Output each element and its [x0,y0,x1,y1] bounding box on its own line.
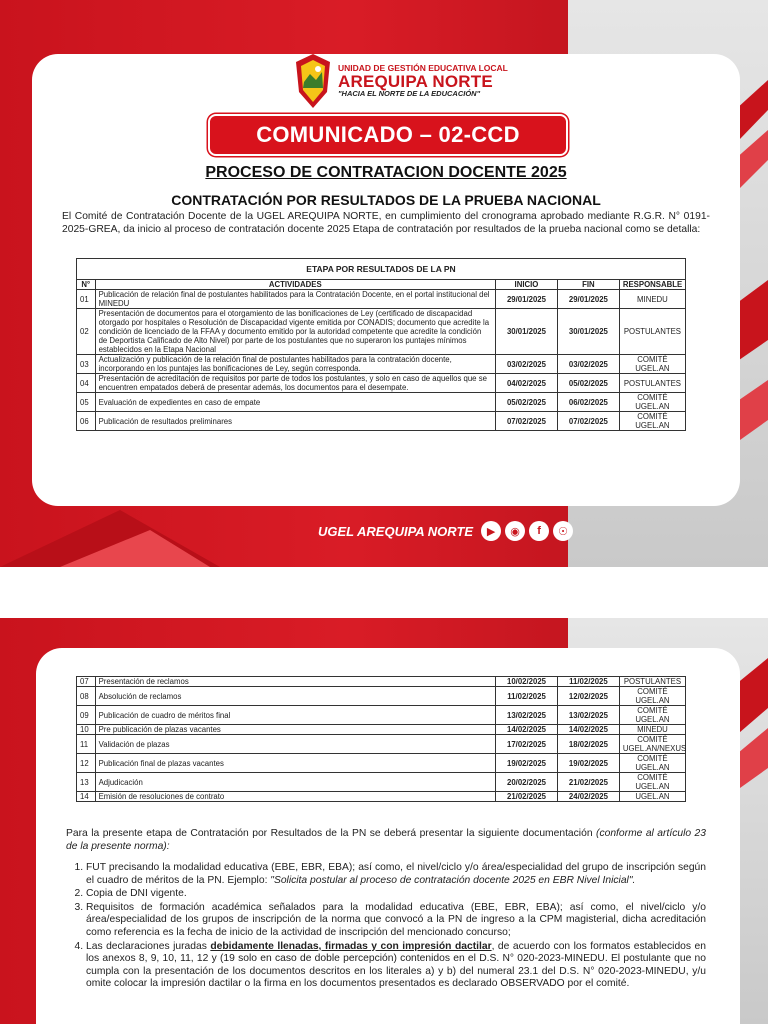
row-end-date: 06/02/2025 [557,393,619,412]
row-activity: Adjudicación [95,773,495,792]
table-row [77,677,686,687]
table-row [77,792,686,802]
row-number: 13 [77,773,96,792]
ugel-crest-icon [294,52,332,110]
col-header-start: INICIO [496,280,558,290]
row-start-date: 10/02/2025 [496,677,558,687]
row-activity: Publicación final de plazas vacantes [95,754,495,773]
logo-org-line: UNIDAD DE GESTIÓN EDUCATIVA LOCAL [338,62,508,73]
requirement-1-example: "Solicita postular al proceso de contratación docente 2025 en EBR Nivel Inicial". [270,874,636,886]
requirements-list [66,862,706,992]
page-subtitle: CONTRATACIÓN POR RESULTADOS DE LA PRUEBA NACIONAL [171,192,601,208]
row-activity: Publicación de cuadro de méritos final [95,706,495,725]
row-responsible: POSTULANTES [619,677,685,687]
table-row [77,374,686,393]
communique-banner: COMUNICADO – 02-CCD [208,114,568,156]
requirement-1-text: FUT precisando la modalidad educativa (EBE, EBR, EBA); así como, el nivel/ciclo y/o área/especialidad del grupo de inscripción según el cuadro de méritos de la PN. Ejemplo: [86,862,706,886]
requirement-4-emphasis: debidamente llenadas, firmadas y con impresión dactilar [210,940,492,952]
table-row [77,687,686,706]
footer-social-bar [318,521,573,541]
table-row [77,706,686,725]
row-number: 04 [77,374,96,393]
row-start-date: 19/02/2025 [496,754,558,773]
row-number: 02 [77,309,96,355]
row-activity: Emisión de resoluciones de contrato [95,792,495,802]
row-responsible: UGEL.AN [619,792,685,802]
row-number: 14 [77,792,96,802]
row-responsible: COMITÉ UGEL.AN [619,706,685,725]
table-row [77,355,686,374]
web-icon[interactable]: ☉ [553,521,573,541]
row-activity: Evaluación de expedientes en caso de empate [95,393,495,412]
requirement-item-3 [86,902,706,940]
row-responsible: COMITÉ UGEL.AN [619,412,685,431]
page-title: PROCESO DE CONTRATACION DOCENTE 2025 [205,164,567,181]
row-activity: Actualización y publicación de la relación final de postulantes habilitados para la contratación docente, incorporando en los puntajes las bonificaciones de Ley, según corresponda. [95,355,495,374]
table-row [77,290,686,309]
col-header-end: FIN [557,280,619,290]
requirement-item-4 [86,941,706,991]
row-start-date: 20/02/2025 [496,773,558,792]
row-end-date: 18/02/2025 [557,735,619,754]
row-number: 11 [77,735,96,754]
row-responsible: COMITÉ UGEL.AN [619,773,685,792]
row-end-date: 30/01/2025 [557,309,619,355]
table-row [77,309,686,355]
documents-lead-reference: (conforme al artículo 23 de la presente norma): [66,828,706,852]
row-number: 06 [77,412,96,431]
row-start-date: 21/02/2025 [496,792,558,802]
row-number: 05 [77,393,96,412]
row-end-date: 12/02/2025 [557,687,619,706]
row-responsible: COMITÉ UGEL.AN [619,355,685,374]
requirement-4-text-a: Las declaraciones juradas [86,940,211,952]
row-start-date: 29/01/2025 [496,290,558,309]
row-end-date: 29/01/2025 [557,290,619,309]
row-number: 03 [77,355,96,374]
table-row [77,412,686,431]
schedule-table-part1 [76,258,686,431]
facebook-icon[interactable]: f [529,521,549,541]
youtube-icon[interactable]: ▶ [481,521,501,541]
schedule-caption: ETAPA POR RESULTADOS DE LA PN [77,259,686,280]
row-activity: Publicación de resultados preliminares [95,412,495,431]
row-responsible: COMITÉ UGEL.AN [619,687,685,706]
row-activity: Presentación de reclamos [95,677,495,687]
row-responsible: COMITÉ UGEL.AN [619,754,685,773]
row-end-date: 07/02/2025 [557,412,619,431]
row-start-date: 30/01/2025 [496,309,558,355]
logo-org-name: AREQUIPA NORTE [338,71,493,91]
col-header-number: N° [77,280,96,290]
row-number: 12 [77,754,96,773]
row-start-date: 14/02/2025 [496,725,558,735]
requirement-item-2 [86,888,706,901]
table-row [77,735,686,754]
row-activity: Absolución de reclamos [95,687,495,706]
row-activity: Presentación de documentos para el otorgamiento de las bonificaciones de Ley (certificado de discapacidad otorgado por hospitales o Resolución de Discapacidad vigente emitida por CONADIS; documento que acredite la condición de licenciado de la FFAA y documento emitido por la autoridad competente que acredite la condición de Deportista Calificado de Alto Nivel) por parte de los postulantes que no superaron los puntajes mínimos establecidos en la Etapa Nacional [95,309,495,355]
row-start-date: 11/02/2025 [496,687,558,706]
row-number: 10 [77,725,96,735]
row-start-date: 17/02/2025 [496,735,558,754]
row-activity: Validación de plazas [95,735,495,754]
instagram-icon[interactable]: ◉ [505,521,525,541]
schedule-table-part2 [76,676,686,802]
table-row [77,754,686,773]
col-header-activities: ACTIVIDADES [95,280,495,290]
row-start-date: 05/02/2025 [496,393,558,412]
requirement-4-text-b: , de acuerdo con los formatos establecidos en los anexos 8, 9, 10, 11, 12 y (19 solo en caso de doble percepción) contenidos en el D.S. N° 020-2023-MINEDU. El postulante que no cumpla con la presentación de los documentos descritos en los literales a) y b) del numeral 23.1 del D.S. N° 020-2023-MINEDU, y/u omite colocar la impresión dactilar o la firma en los documentos presentados es declarado OBSERVADO por el comité. [86,940,706,990]
row-activity: Publicación de relación final de postulantes habilitados para la Contratación Docente, en el portal institucional del MINEDU [95,290,495,309]
logo-slogan: "HACIA EL NORTE DE LA EDUCACIÓN" [338,89,481,99]
intro-paragraph: El Comité de Contratación Docente de la UGEL AREQUIPA NORTE, en cumplimiento del cronograma aprobado mediante R.G.R. N° 0191-2025-GREA, da inicio al proceso de contratación docente 2025 Etapa de contratación por resultados de la prueba nacional como se detalla: [62,211,710,235]
row-end-date: 05/02/2025 [557,374,619,393]
row-responsible: MINEDU [619,725,685,735]
col-header-responsible: RESPONSABLE [619,280,685,290]
row-activity: Presentación de acreditación de requisitos por parte de todos los postulantes, y solo en caso de aquellos que se encuentren empatados deberá de presentar además, los documentos para el desempate. [95,374,495,393]
row-responsible: POSTULANTES [619,374,685,393]
footer-brand-label: UGEL AREQUIPA NORTE [318,523,474,539]
row-end-date: 24/02/2025 [557,792,619,802]
table-row [77,393,686,412]
table-row [77,725,686,735]
row-responsible: MINEDU [619,290,685,309]
row-responsible: COMITÉ UGEL.AN [619,393,685,412]
row-activity: Pre publicación de plazas vacantes [95,725,495,735]
row-start-date: 13/02/2025 [496,706,558,725]
row-end-date: 21/02/2025 [557,773,619,792]
row-responsible: POSTULANTES [619,309,685,355]
row-number: 09 [77,706,96,725]
documents-lead-text: Para la presente etapa de Contratación por Resultados de la PN se deberá presentar la siguiente documentación [66,828,597,839]
row-number: 08 [77,687,96,706]
row-start-date: 04/02/2025 [496,374,558,393]
ugel-logo [294,52,508,110]
row-responsible: COMITÉ UGEL.AN/NEXUS [619,735,685,754]
communique-card-continued [36,648,740,1024]
row-start-date: 07/02/2025 [496,412,558,431]
row-number: 07 [77,677,96,687]
page-two [0,618,768,1024]
row-end-date: 14/02/2025 [557,725,619,735]
table-row [77,773,686,792]
requirement-2-text: Copia de DNI vigente. [86,888,187,900]
requirement-item-1 [86,862,706,887]
row-start-date: 03/02/2025 [496,355,558,374]
row-end-date: 19/02/2025 [557,754,619,773]
communique-card [32,54,740,506]
row-number: 01 [77,290,96,309]
documents-lead [66,828,706,853]
row-end-date: 13/02/2025 [557,706,619,725]
requirement-3-text: Requisitos de formación académica señalados para la modalidad educativa (EBE, EBR, EBA); así como, el nivel/ciclo y/o área/especialidad de los grupos de inscripción de la norma que convocó a la PN de ingreso a la CPM magisterial, dicha acreditación como referencia es la fecha de inicio de la actividad de inscripción del mencionado concurso; [86,901,706,938]
row-end-date: 11/02/2025 [557,677,619,687]
row-end-date: 03/02/2025 [557,355,619,374]
